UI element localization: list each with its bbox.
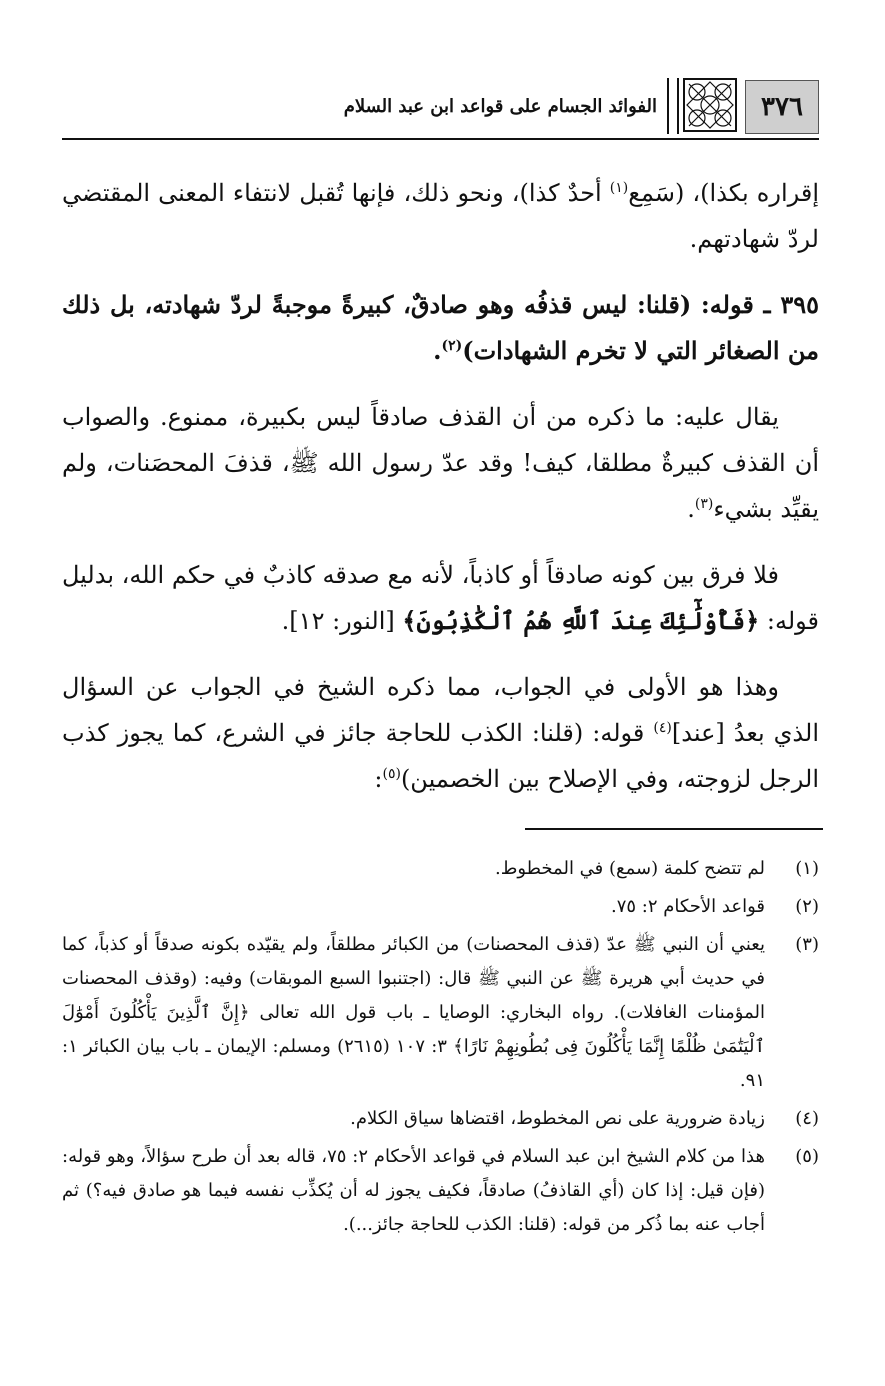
footnotes [62,852,819,1246]
footnote-4: (٤) زيادة ضرورية على نص المخطوط، اقتضاها سياق الكلام. [350,1108,819,1129]
paragraph-2: ٣٩٥ ـ قوله: (قلنا: ليس قذفُه وهو صادقٌ، كبيرةً موجبةً لردّ شهادته، بل ذلك من الصغائر التي لا تخرم الشهادات)$^{(٢)}$. [62,290,819,365]
paragraph-3: يقال عليه: ما ذكره من أن القذف صادقاً ليس بكبيرة، ممنوع. والصواب أن القذف كبيرةٌ مطلقا، كيف! وقد عدّ رسول الله ﷺ، قذفَ المحصَنات، ولم يقيِّد بشيء$^{(٣)}$. [62,403,819,523]
footnote-1: (١) لم تتضح كلمة (سمع) في المخطوط. [495,858,819,879]
footnote-ref-4[interactable]: (٤) [653,720,672,736]
main-text [62,170,819,822]
footnote-ref-5[interactable]: (٥) [382,766,401,782]
paragraph-1: إقراره بكذا)، (سَمِع$^{(١)}$ أحدٌ كذا)، ونحو ذلك، فإنها تُقبل لانتفاء المعنى المقتضي لردّ شهادتهم. [62,179,820,253]
paragraph-5: وهذا هو الأولى في الجواب، مما ذكره الشيخ في الجواب عن السؤال الذي بعدُ [عند]$^{(٤)}$ قوله: (قلنا: الكذب للحاجة جائز في الشرع، كما يجوز كذب الرجل لزوجته، وفي الإصلاح بين الخصمين)$^{(٥)}$: [62,673,819,793]
header-divider [667,78,679,134]
footnote-separator [525,828,823,830]
footnote-ref-2[interactable]: (٢) [441,338,463,354]
footnote-3: (٣) يعني أن النبي ﷺ عدّ (قذف المحصنات) من الكبائر مطلقاً، ولم يقيّده بكونه صدقاً أو كذباً، كما في حديث أبي هريرة ﷺ عن النبي ﷺ قال: (اجتنبوا السبع الموبقات) وفيه: (وقذف المحصنات المؤمنات الغافلات). رواه البخاري: الوصايا ـ باب قول الله تعالى ﴿إِنَّ ٱلَّذِينَ يَأْكُلُونَ أَمْوَٰلَ ٱلْيَتَٰمَىٰ ظُلْمًا إِنَّمَا يَأْكُلُونَ فِى بُطُونِهِمْ نَارًا﴾ ٣: ١٠٧ (٢٦١٥) ومسلم: الإيمان ـ باب بيان الكبائر ١: ٩١. [62,934,819,1091]
page-number: ٣٧٦ [745,80,819,134]
quran-verse: ﴿فَأُوْلَٰٓئِكَ عِندَ ٱللَّهِ هُمُ ٱلْكَٰذِبُونَ﴾ [402,606,760,635]
page-header [62,76,819,140]
footnote-ref-3[interactable]: (٣) [694,496,714,512]
running-title: الفوائد الجسام على قواعد ابن عبد السلام [343,96,657,117]
paragraph-4: فلا فرق بين كونه صادقاً أو كاذباً، لأنه مع صدقه كاذبٌ في حكم الله، بدليل قوله: ﴿فَأُوْلَٰٓئِكَ عِندَ ٱللَّهِ هُمُ ٱلْكَٰذِبُونَ﴾ [النور: ١٢]. [62,561,819,635]
footnote-5: (٥) هذا من كلام الشيخ ابن عبد السلام في قواعد الأحكام ٢: ٧٥، قاله بعد أن طرح سؤالاً، وهو قوله: (فإن قيل: إذا كان (أي القاذفُ) صادقاً، فكيف يجوز له أن يُكذِّب نفسه فيما هو صادق فيه؟) ثم أجاب عنه بما ذُكر من قوله: (قلنا: الكذب للحاجة جائز...). [62,1146,819,1235]
ornament-icon [683,78,737,132]
footnote-ref-1[interactable]: (١) [609,180,629,196]
footnote-2: (٢) قواعد الأحكام ٢: ٧٥. [610,896,819,917]
